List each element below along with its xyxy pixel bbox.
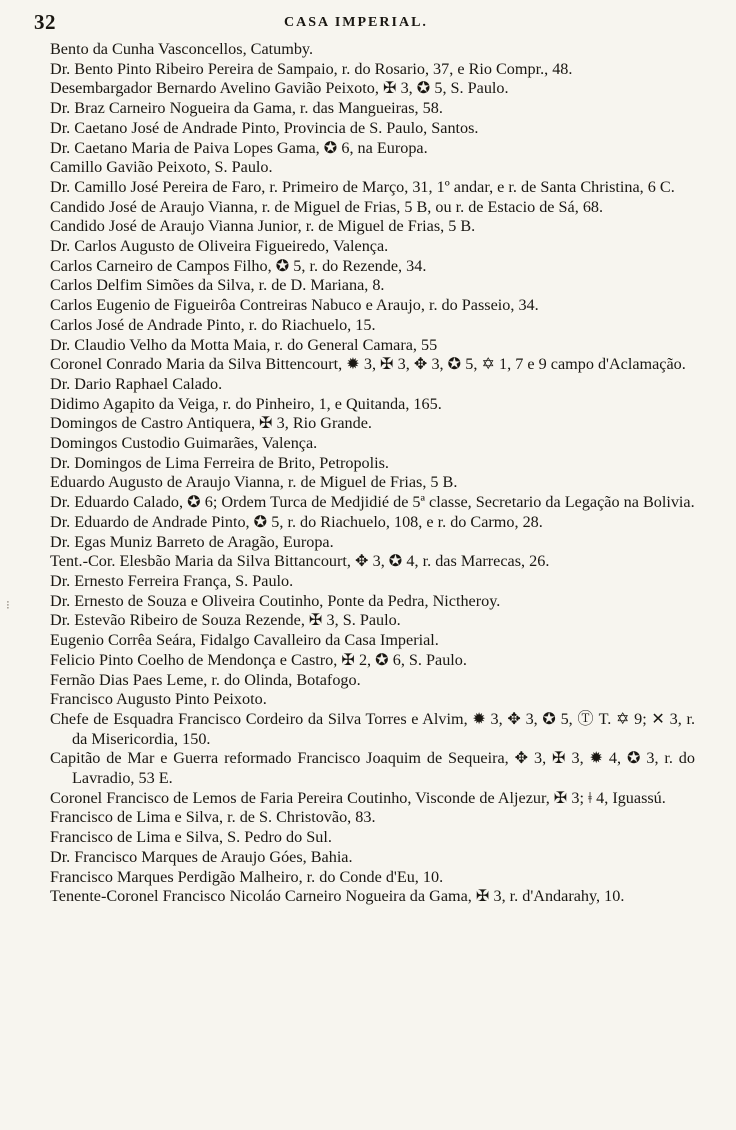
directory-entry: Desembargador Bernardo Avelino Gavião Peixoto, ✠ 3, ✪ 5, S. Paulo. xyxy=(50,79,509,98)
directory-entry: Francisco Augusto Pinto Peixoto. xyxy=(50,690,267,709)
directory-entry: Carlos Eugenio de Figueirôa Contreiras Nabuco e Araujo, r. do Passeio, 34. xyxy=(50,296,539,315)
directory-entry: Dr. Braz Carneiro Nogueira da Gama, r. das Mangueiras, 58. xyxy=(50,99,443,118)
directory-entry: Dr. Estevão Ribeiro de Souza Rezende, ✠ 3, S. Paulo. xyxy=(50,611,401,630)
page-header xyxy=(34,10,694,36)
directory-entry: Dr. Bento Pinto Ribeiro Pereira de Sampaio, r. do Rosario, 37, e Rio Compr., 48. xyxy=(50,59,573,78)
directory-entry: Tent.-Cor. Elesbão Maria da Silva Bittancourt, ✥ 3, ✪ 4, r. das Marrecas, 26. xyxy=(50,552,550,571)
directory-entry: Dr. Camillo José Pereira de Faro, r. Primeiro de Março, 31, 1º andar, e r. de Santa Christina, 6 C. xyxy=(50,177,675,196)
directory-entry: Dr. Egas Muniz Barreto de Aragão, Europa. xyxy=(50,532,334,551)
directory-entry: Eduardo Augusto de Araujo Vianna, r. de Miguel de Frias, 5 B. xyxy=(50,473,458,492)
directory-entry: Domingos Custodio Guimarães, Valença. xyxy=(50,434,318,453)
directory-entry: Francisco Marques Perdigão Malheiro, r. do Conde d'Eu, 10. xyxy=(50,867,444,886)
directory-entry: Didimo Agapito da Veiga, r. do Pinheiro, 1, e Quitanda, 165. xyxy=(50,394,442,413)
directory-entry: Dr. Carlos Augusto de Oliveira Figueiredo, Valença. xyxy=(50,237,389,256)
directory-entry: Candido José de Araujo Vianna Junior, r. de Miguel de Frias, 5 B. xyxy=(50,217,476,236)
directory-entry: Camillo Gavião Peixoto, S. Paulo. xyxy=(50,158,273,177)
running-title: CASA IMPERIAL. xyxy=(284,15,428,30)
directory-entry: Francisco de Lima e Silva, r. de S. Christovão, 83. xyxy=(50,808,376,827)
directory-entry: Dr. Dario Raphael Calado. xyxy=(50,374,223,393)
directory-entry: Dr. Eduardo de Andrade Pinto, ✪ 5, r. do Riachuelo, 108, e r. do Carmo, 28. xyxy=(50,512,543,531)
directory-entry: Candido José de Araujo Vianna, r. de Miguel de Frias, 5 B, ou r. de Estacio de Sá, 68. xyxy=(50,197,604,216)
page-number: 32 xyxy=(34,10,56,34)
directory-entry: Carlos Carneiro de Campos Filho, ✪ 5, r. do Rezende, 34. xyxy=(50,256,427,275)
directory-entry: Carlos Delfim Simões da Silva, r. de D. Mariana, 8. xyxy=(50,276,385,295)
directory-entry: Felicio Pinto Coelho de Mendonça e Castro, ✠ 2, ✪ 6, S. Paulo. xyxy=(50,650,467,669)
directory-entry: Francisco de Lima e Silva, S. Pedro do Sul. xyxy=(50,828,332,847)
directory-entry: Dr. Ernesto de Souza e Oliveira Coutinho, Ponte da Pedra, Nictheroy. xyxy=(50,591,501,610)
directory-entries xyxy=(50,40,695,907)
directory-entry: Dr. Caetano José de Andrade Pinto, Provincia de S. Paulo, Santos. xyxy=(50,118,479,137)
directory-entry: Coronel Francisco de Lemos de Faria Pereira Coutinho, Visconde de Aljezur, ✠ 3; ǂ 4, Iguassú. xyxy=(50,788,666,807)
directory-entry: Dr. Eduardo Calado, ✪ 6; Ordem Turca de Medjidié de 5ª classe, Secretario da Legação na Bolivia. xyxy=(50,493,695,512)
directory-entry: Carlos José de Andrade Pinto, r. do Riachuelo, 15. xyxy=(50,315,376,334)
directory-entry: Dr. Francisco Marques de Araujo Góes, Bahia. xyxy=(50,847,353,866)
directory-entry: Eugenio Corrêa Seára, Fidalgo Cavalleiro da Casa Imperial. xyxy=(50,631,439,650)
directory-entry: Chefe de Esquadra Francisco Cordeiro da Silva Torres e Alvim, ✹ 3, ✥ 3, ✪ 5, Ⓣ T. ✡ 9; ✕ 3, r. da Misericordia, 150. xyxy=(50,709,695,748)
margin-mark: ⁝ xyxy=(6,598,10,612)
directory-entry: Dr. Domingos de Lima Ferreira de Brito, Petropolis. xyxy=(50,453,389,472)
directory-entry: Coronel Conrado Maria da Silva Bittencourt, ✹ 3, ✠ 3, ✥ 3, ✪ 5, ✡ 1, 7 e 9 campo d'Aclamação. xyxy=(50,355,686,374)
directory-entry: Capitão de Mar e Guerra reformado Francisco Joaquim de Sequeira, ✥ 3, ✠ 3, ✹ 4, ✪ 3, r. do Lavradio, 53 E. xyxy=(50,749,695,788)
directory-entry: Dr. Ernesto Ferreira França, S. Paulo. xyxy=(50,571,294,590)
directory-entry: Bento da Cunha Vasconcellos, Catumby. xyxy=(50,40,314,58)
directory-entry: Dr. Claudio Velho da Motta Maia, r. do General Camara, 55 xyxy=(50,335,438,354)
directory-entry: Dr. Caetano Maria de Paiva Lopes Gama, ✪ 6, na Europa. xyxy=(50,138,428,157)
directory-entry: Domingos de Castro Antiquera, ✠ 3, Rio Grande. xyxy=(50,414,372,433)
directory-entry: Fernão Dias Paes Leme, r. do Olinda, Botafogo. xyxy=(50,670,361,689)
directory-entry: Tenente-Coronel Francisco Nicoláo Carneiro Nogueira da Gama, ✠ 3, r. d'Andarahy, 10. xyxy=(50,887,625,906)
